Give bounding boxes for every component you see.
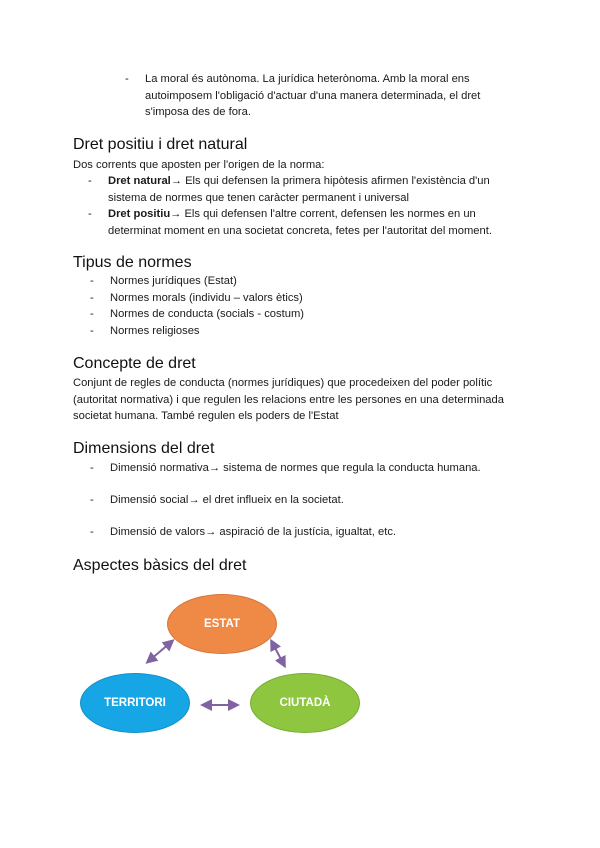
node-ciutada (250, 673, 360, 733)
list-item-text: → Els qui defensen la primera hipòtesis afirmen l'existència d'un sistema de normes que tenen caràcter permanent i universal (108, 175, 490, 204)
list-dash: - (90, 494, 94, 506)
list-item-text: Dimensió social→ el dret influeix en la societat. (110, 494, 344, 506)
list-dash: - (90, 275, 94, 287)
heading-dimensions-dret: Dimensions del dret (73, 440, 215, 457)
list-item-text: Normes morals (individu – valors ètics) (110, 291, 303, 304)
node-estat-label: ESTAT (204, 618, 240, 630)
list-dash: - (90, 462, 94, 474)
list-dash: - (90, 526, 94, 538)
list-item-text: Dimensió de valors→ aspiració de la justícia, igualtat, etc. (110, 526, 397, 538)
term-dret-positiu: Dret positiu (108, 208, 171, 220)
heading-tipus-normes: Tipus de normes (73, 254, 192, 271)
term-dret-natural: Dret natural (108, 175, 171, 187)
node-ciutada-label: CIUTADÀ (279, 697, 331, 709)
s3-paragraph: Conjunt de regles de conducta (normes jurídiques) que procedeixen del poder polític (autoritat normativa) i que regulen les relacions entre les persones en una determinada societat humana. També regulen els poders de l'Estat (73, 377, 504, 422)
arrow-estat-territori (150, 643, 170, 660)
heading-dret-positiu-natural: Dret positiu i dret natural (73, 136, 248, 153)
heading-concepte-dret: Concepte de dret (73, 355, 196, 372)
list-dash: - (90, 291, 94, 304)
list-dash: - (90, 308, 94, 320)
list-item-text: Normes de conducta (socials - costum) (110, 308, 304, 320)
node-territori (80, 673, 190, 733)
list-item-text: Normes jurídiques (Estat) (110, 275, 237, 287)
heading-aspectes-basics: Aspectes bàsics del dret (73, 557, 247, 574)
list-item-text: Normes religioses (110, 324, 200, 337)
list-dash: - (88, 208, 92, 220)
list-dash: - (125, 73, 129, 85)
arrow-estat-ciutada (273, 644, 283, 663)
list-item-text: Dimensió normativa→ sistema de normes que regula la conducta humana. (110, 462, 481, 474)
s1-intro-text: Dos corrents que aposten per l'origen de la norma: (73, 159, 325, 171)
list-dash: - (88, 175, 92, 187)
node-estat (167, 594, 277, 654)
list-dash: - (90, 324, 94, 337)
list-item-text: La moral és autònoma. La jurídica heterònoma. Amb la moral ens autoimposem l'obligació d'actuar d'una manera determinada, el dret s'imposa des de fora. (145, 73, 481, 118)
node-territori-label: TERRITORI (104, 697, 166, 709)
list-item-text: → Els qui defensen l'altre corrent, defensen les normes en un determinat moment en una societat concreta, fetes per l'autoritat del moment. (108, 208, 492, 237)
